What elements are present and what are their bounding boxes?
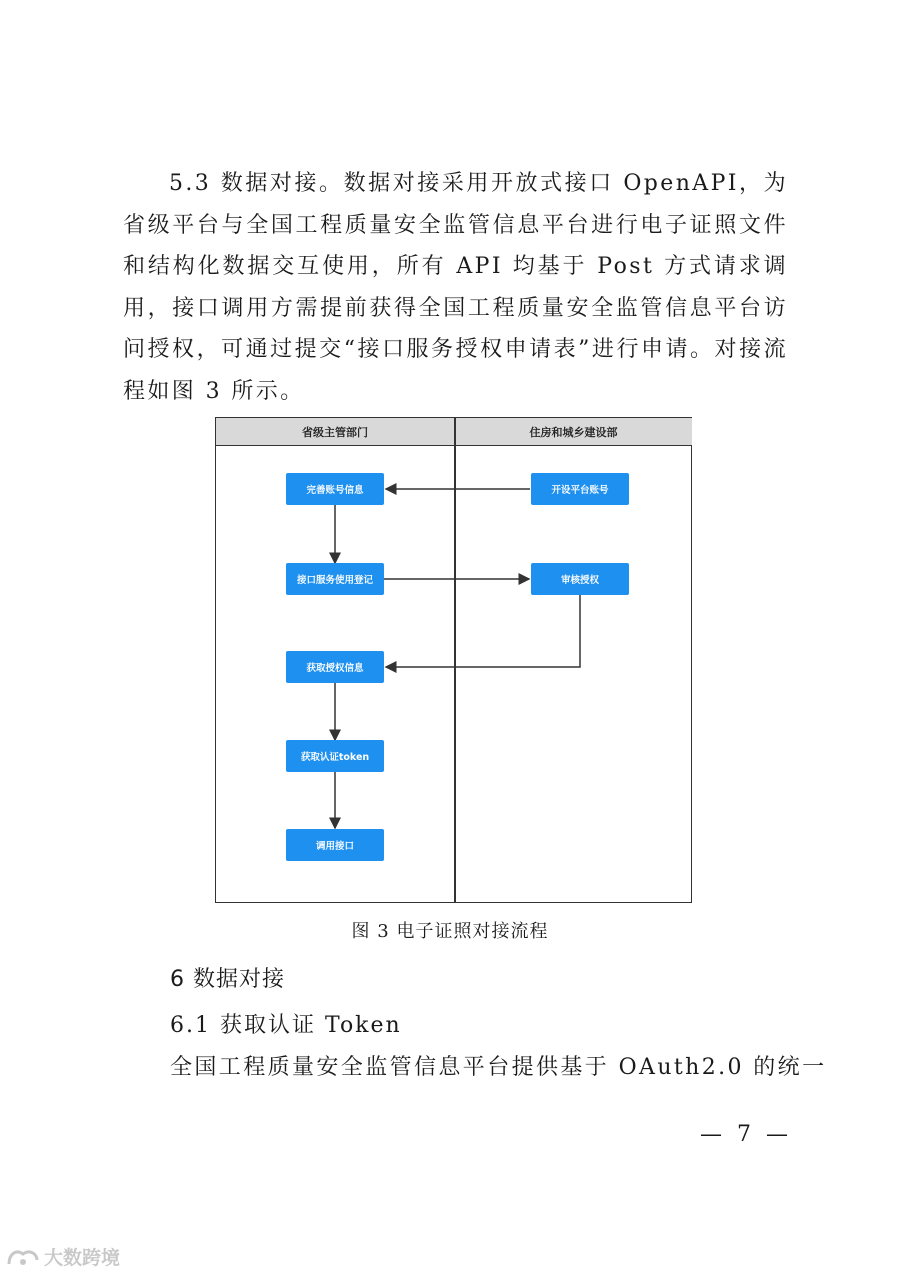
intro-paragraph [123,163,788,412]
watermark-text: 大数跨境 [44,1247,121,1269]
watermark [6,1243,120,1270]
lane-header-ministry: 住房和城乡建设部 [456,418,692,446]
figure-caption: 图 3 电子证照对接流程 [351,921,549,942]
node-get-token: 获取认证token [286,740,384,772]
node-open-account: 开设平台账号 [531,473,629,505]
intro-paragraph-text: 5.3 数据对接。数据对接采用开放式接口 OpenAPI，为省级平台与全国工程质量安全监管信息平台进行电子证照文件和结构化数据交互使用，所有 API 均基于 Post 方式请求调用，接口调用方需提前获得全国工程质量安全监管信息平台访问授权，可通过提交“接口服务授权申请表”进行申请。对接流程如图 3 所示。 [123,171,788,404]
page-number: — 7 — [700,1122,792,1147]
node-review-auth: 审核授权 [531,563,629,595]
node-get-auth-info: 获取授权信息 [286,651,384,683]
flowchart [215,417,692,903]
watermark-logo-icon [6,1246,40,1268]
node-register-service: 接口服务使用登记 [286,563,384,595]
arrow-review-to-authinfo [386,595,580,667]
section-heading-6-1: 6.1 获取认证 Token [170,1013,402,1038]
node-complete-account: 完善账号信息 [286,473,384,505]
lane-header-provincial: 省级主管部门 [216,418,454,446]
section-heading-6: 6 数据对接 [170,967,285,992]
node-call-api: 调用接口 [286,829,384,861]
body-text-line: 全国工程质量安全监管信息平台提供基于 OAuth2.0 的统一 [170,1055,827,1080]
